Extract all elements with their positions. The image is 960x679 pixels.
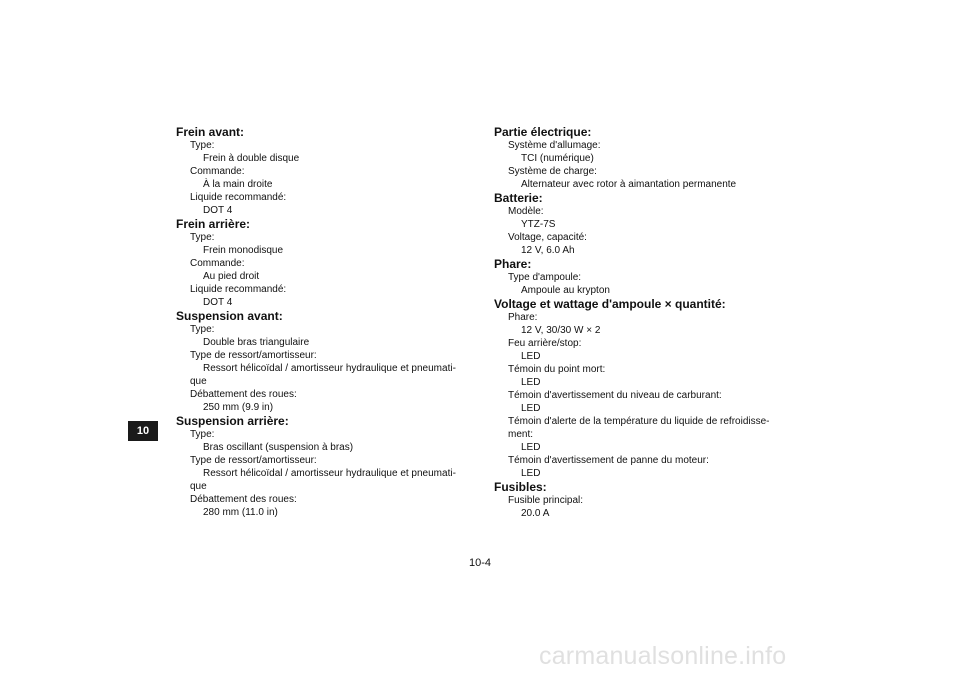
spec-value: Ressort hélicoïdal / amortisseur hydraulique et pneumati- [203,363,456,374]
spec-value: 250 mm (9.9 in) [203,402,274,413]
watermark: carmanualsonline.info [539,642,787,670]
spec-value: DOT 4 [203,297,233,308]
spec-value: Alternateur avec rotor à aimantation permanente [521,179,737,190]
spec-value: 20.0 A [521,508,550,519]
spec-value: Ressort hélicoïdal / amortisseur hydraulique et pneumati- [203,468,456,479]
spec-label: Voltage, capacité: [508,232,587,243]
spec-label: Feu arrière/stop: [508,338,582,349]
spec-label: Type de ressort/amortisseur: [190,350,317,361]
rear-brake-heading: Frein arrière: [176,217,251,231]
left-column [176,125,476,519]
spec-value: Double bras triangulaire [203,337,310,348]
rear-suspension-heading: Suspension arrière: [176,414,289,428]
spec-value: TCI (numérique) [521,153,594,164]
spec-label: Modèle: [508,206,544,217]
spec-label: Type d'ampoule: [508,272,582,283]
spec-label: Phare: [508,312,538,323]
spec-value: LED [521,442,541,453]
spec-value: Au pied droit [203,271,260,282]
spec-value-continued: que [190,376,207,387]
spec-label: Débattement des roues: [190,389,297,400]
spec-value: 12 V, 6.0 Ah [521,245,575,256]
chapter-tab: 10 [128,421,158,441]
spec-label: Système de charge: [508,166,597,177]
spec-label: Liquide recommandé: [190,192,287,203]
spec-label: Liquide recommandé: [190,284,287,295]
spec-value: LED [521,351,541,362]
spec-value: LED [521,468,541,479]
spec-value: LED [521,403,541,414]
bulbs-heading: Voltage et wattage d'ampoule × quantité: [494,297,726,311]
spec-value: Frein à double disque [203,153,300,164]
spec-label: Témoin d'avertissement du niveau de carburant: [508,390,722,401]
spec-label-continued: ment: [508,429,534,440]
spec-value: À la main droite [203,179,273,190]
spec-label: Type: [190,140,215,151]
spec-value: Ampoule au krypton [521,285,610,296]
battery-heading: Batterie: [494,191,543,205]
spec-label: Débattement des roues: [190,494,297,505]
spec-label: Type de ressort/amortisseur: [190,455,317,466]
spec-value: 12 V, 30/30 W × 2 [521,325,601,336]
front-brake-heading: Frein avant: [176,125,245,139]
spec-label: Commande: [190,166,245,177]
spec-label: Type: [190,429,215,440]
spec-label: Type: [190,232,215,243]
spec-label: Commande: [190,258,245,269]
spec-label: Témoin d'avertissement de panne du moteur: [508,455,709,466]
electrical-heading: Partie électrique: [494,125,592,139]
spec-value-continued: que [190,481,207,492]
spec-value: 280 mm (11.0 in) [203,507,278,518]
spec-value: DOT 4 [203,205,233,216]
right-column [494,125,794,520]
spec-value: Bras oscillant (suspension à bras) [203,442,354,453]
spec-label: Système d'allumage: [508,140,601,151]
fuses-heading: Fusibles: [494,480,547,494]
spec-value: YTZ-7S [521,219,556,230]
spec-label: Type: [190,324,215,335]
page-number: 10-4 [468,557,492,569]
spec-value: LED [521,377,541,388]
spec-label: Témoin du point mort: [508,364,606,375]
spec-value: Frein monodisque [203,245,284,256]
spec-label: Fusible principal: [508,495,584,506]
headlight-heading: Phare: [494,257,532,271]
spec-label: Témoin d'alerte de la température du liquide de refroidisse- [508,416,770,427]
front-suspension-heading: Suspension avant: [176,309,283,323]
